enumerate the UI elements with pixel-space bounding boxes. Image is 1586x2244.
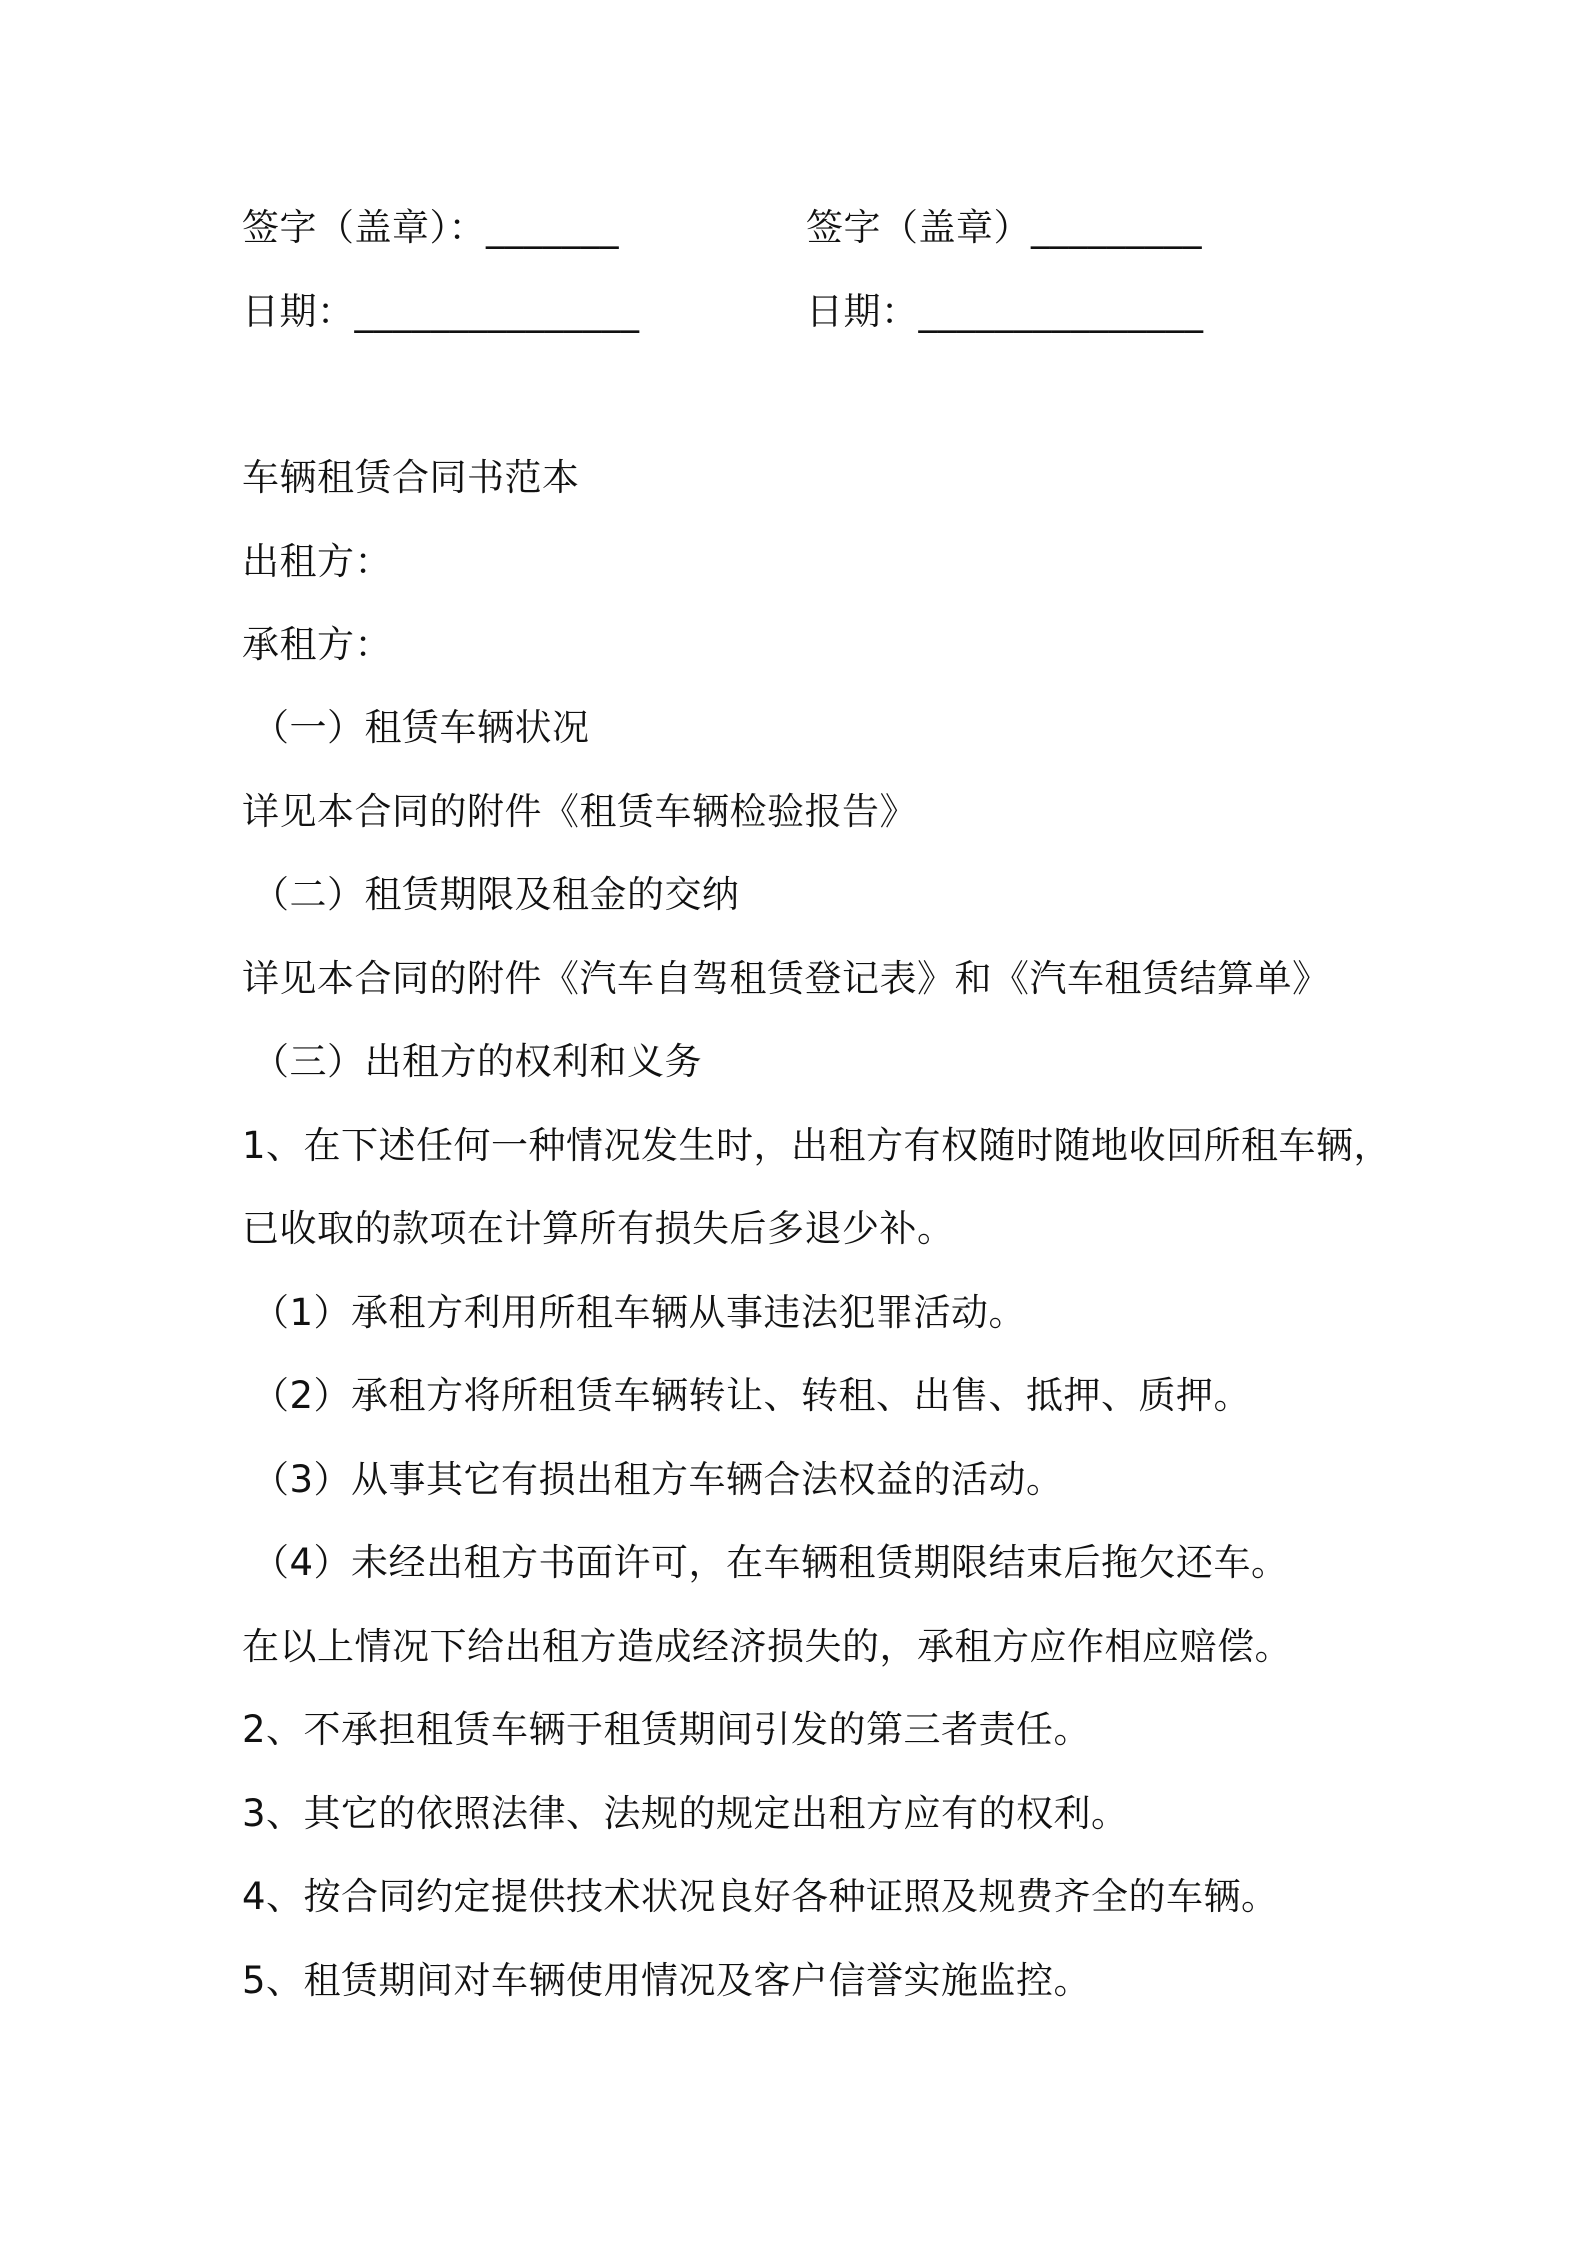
clause-2: 2、不承担租赁车辆于租赁期间引发的第三者责任。 <box>242 1708 1092 1751</box>
lessee-label: 承租方： <box>242 623 392 666</box>
section1-text: 详见本合同的附件《租赁车辆检验报告》 <box>242 790 917 833</box>
lessor-label: 出租方： <box>242 540 392 583</box>
clause1-line2: 已收取的款项在计算所有损失后多退少补。 <box>242 1207 955 1250</box>
left-signature-line: 签字（盖章）：_______ <box>242 206 619 249</box>
compensation-clause: 在以上情况下给出租方造成经济损失的，承租方应作相应赔偿。 <box>242 1625 1292 1668</box>
clause-4: 4、按合同约定提供技术状况良好各种证照及规费齐全的车辆。 <box>242 1875 1279 1918</box>
clause-5: 5、租赁期间对车辆使用情况及客户信誉实施监控。 <box>242 1959 1092 2002</box>
section3-heading: （三）出租方的权利和义务 <box>252 1040 702 1083</box>
clause-3: 3、其它的依照法律、法规的规定出租方应有的权利。 <box>242 1792 1129 1835</box>
sub-item-3: （3）从事其它有损出租方车辆合法权益的活动。 <box>252 1458 1064 1501</box>
right-date-line: 日期：_______________ <box>806 290 1204 333</box>
sub-item-1: （1）承租方利用所租车辆从事违法犯罪活动。 <box>252 1291 1027 1334</box>
contract-title: 车辆租赁合同书范本 <box>242 456 580 499</box>
clause1-line1: 1、在下述任何一种情况发生时，出租方有权随时随地收回所租车辆， <box>242 1124 1392 1167</box>
section2-text: 详见本合同的附件《汽车自驾租赁登记表》和《汽车租赁结算单》 <box>242 957 1330 1000</box>
left-date-line: 日期：_______________ <box>242 290 640 333</box>
right-signature-line: 签字（盖章）_________ <box>806 206 1202 249</box>
section1-heading: （一）租赁车辆状况 <box>252 706 590 749</box>
sub-item-4: （4）未经出租方书面许可，在车辆租赁期限结束后拖欠还车。 <box>252 1541 1289 1584</box>
section2-heading: （二）租赁期限及租金的交纳 <box>252 873 740 916</box>
sub-item-2: （2）承租方将所租赁车辆转让、转租、出售、抵押、质押。 <box>252 1374 1252 1417</box>
